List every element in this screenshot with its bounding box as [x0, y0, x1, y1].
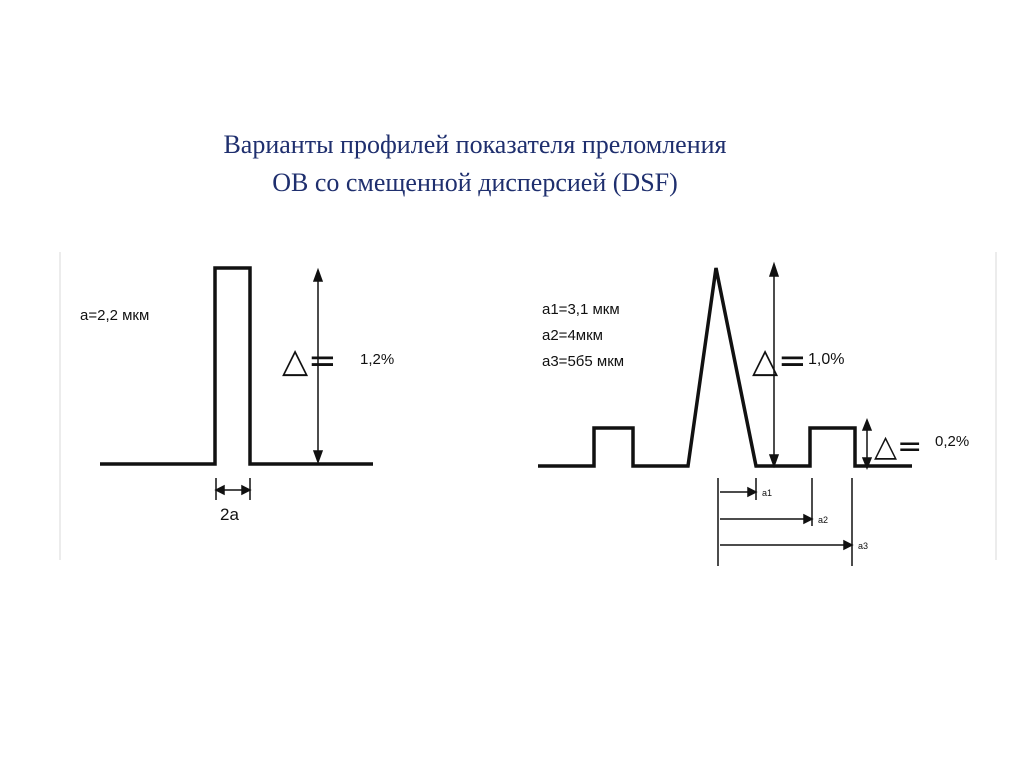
- radius-label-a3: a3=5б5 мкм: [542, 353, 625, 370]
- delta-symbol-core: △=: [752, 341, 807, 381]
- delta-value-core: 1,0%: [808, 351, 845, 368]
- delta-arrow-ring: [863, 420, 871, 468]
- radius-label-a2: a2=4мкм: [542, 327, 603, 344]
- title-line-2: ОВ со смещенной дисперсией (DSF): [272, 168, 678, 197]
- core-width-label: 2a: [220, 505, 239, 524]
- radius-label-a1: a1=3,1 мкм: [542, 301, 620, 318]
- delta-symbol-ring: △=: [874, 429, 923, 464]
- core-width-dimension: [216, 478, 250, 500]
- triangular-dsf-profile: [538, 264, 969, 566]
- title-line-1: Варианты профилей показателя преломления: [223, 130, 727, 159]
- scan-border: [60, 252, 996, 560]
- core-radius-label: a=2,2 мкм: [80, 307, 150, 324]
- step-index-profile: [80, 268, 394, 524]
- delta-value-ring: 0,2%: [935, 433, 970, 450]
- dim-label-a1: a1: [762, 488, 773, 498]
- dim-label-a2: a2: [818, 515, 829, 525]
- dim-label-a3: a3: [858, 541, 869, 551]
- radius-dimensions: [718, 478, 852, 566]
- delta-symbol-left: △=: [282, 341, 337, 381]
- delta-value-left: 1,2%: [360, 351, 395, 368]
